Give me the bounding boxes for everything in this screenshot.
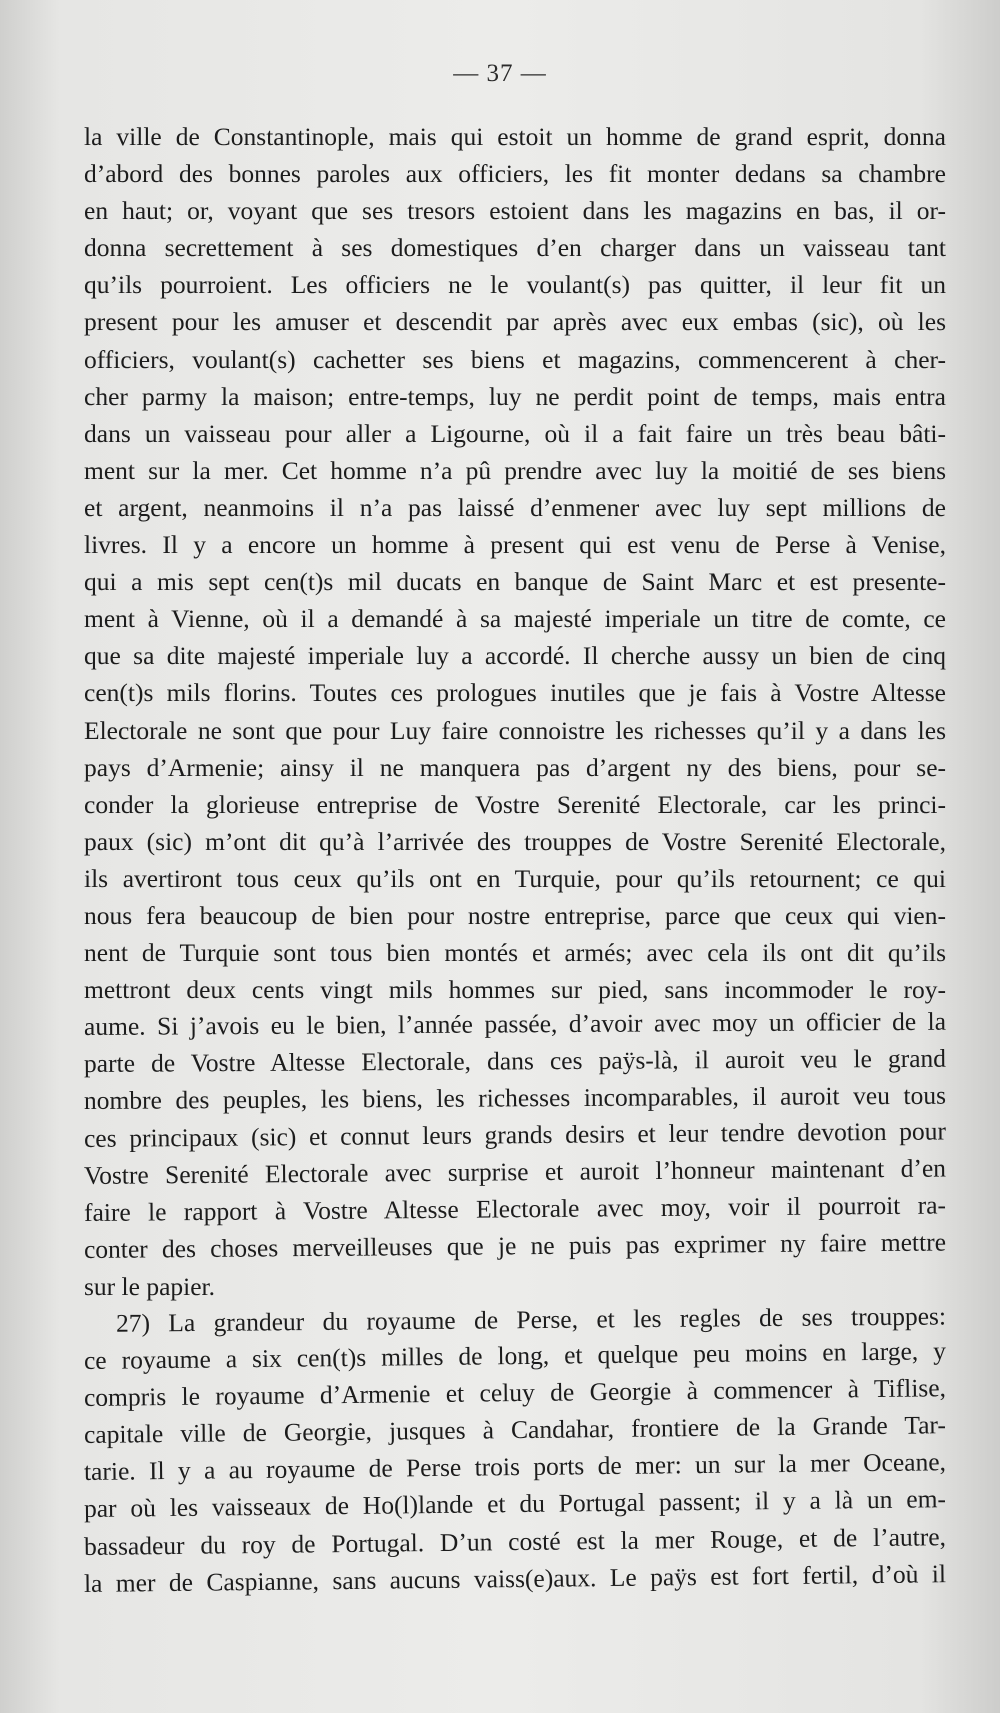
text-line: ils avertiront tous ceux qu’ils ont en Turquie, pour qu’ils retournent; ce qui xyxy=(84,863,946,893)
text-line: ment sur la mer. Cet homme n’a pû prendre avec luy la moitié de ses biens xyxy=(84,455,946,485)
text-line: compris le royaume d’Armenie et celuy de Georgie à commencer à Tiflise, xyxy=(83,1373,947,1413)
text-line: et argent, neanmoins il n’a pas laissé d’enmener avec luy sept millions de xyxy=(84,492,946,522)
text-line: conder la glorieuse entreprise de Vostre Serenité Electorale, car les princi- xyxy=(84,789,946,819)
text-line: mettront deux cents vingt mils hommes sur pied, sans incommoder le roy- xyxy=(84,975,946,1005)
text-line: par où les vaisseaux de Ho(l)lande et du Portugal passent; il y a là un em- xyxy=(83,1484,947,1524)
text-line: qu’ils pourroient. Les officiers ne le voulant(s) pas quitter, il leur fit un xyxy=(84,270,946,300)
text-line: ment à Vienne, où il a demandé à sa majesté imperiale un titre de comte, ce xyxy=(84,604,946,634)
text-line: aume. Si j’avois eu le bien, l’année passée, d’avoir avec moy un officier de la xyxy=(83,1006,947,1042)
text-line: en haut; or, voyant que ses tresors estoient dans les magazins en bas, il or- xyxy=(84,196,946,226)
text-line: officiers, voulant(s) cachetter ses biens et magazins, commencerent à cher- xyxy=(84,344,946,374)
text-line: faire le rapport à Vostre Altesse Electorale avec moy, voir il pourroit ra- xyxy=(83,1190,947,1227)
page-number: — 37 — xyxy=(453,60,547,87)
text-line: nous fera beaucoup de bien pour nostre entreprise, parce que ceux qui vien- xyxy=(84,900,946,930)
text-line: ces principaux (sic) et connut leurs grands desirs et leur tendre devotion pour xyxy=(83,1116,947,1153)
text-line: qui a mis sept cen(t)s mil ducats en banque de Saint Marc et est presente- xyxy=(84,567,946,597)
text-line: dans un vaisseau pour aller a Ligourne, où il a fait faire un très beau bâti- xyxy=(84,418,946,448)
text-line: present pour les amuser et descendit par après avec eux embas (sic), où les xyxy=(84,307,946,337)
text-line: Electorale ne sont que pour Luy faire connoistre les richesses qu’il y a dans les xyxy=(84,715,946,745)
text-line: que sa dite majesté imperiale luy a accordé. Il cherche aussy un bien de cinq xyxy=(84,641,946,671)
text-line: nent de Turquie sont tous bien montés et armés; avec cela ils ont dit qu’ils xyxy=(84,938,946,968)
text-line: pays d’Armenie; ainsy il ne manquera pas d’argent ny des biens, pour se- xyxy=(84,752,946,782)
text-line: donna secrettement à ses domestiques d’en charger dans un vaisseau tant xyxy=(84,233,946,263)
text-line: sur le papier. xyxy=(84,1271,215,1301)
text-line: nombre des peuples, les biens, les richesses incomparables, il auroit veu tous xyxy=(83,1081,947,1116)
section-heading-line: 27) La grandeur du royaume de Perse, et les regles de ses trouppes: xyxy=(115,1301,947,1338)
text-line: Vostre Serenité Electorale avec surprise et auroit l’honneur maintenant d’en xyxy=(83,1153,947,1190)
text-line: paux (sic) m’ont dit qu’à l’arrivée des trouppes de Vostre Serenité Electorale, xyxy=(84,826,946,856)
text-line: conter des choses merveilleuses que je ne puis pas exprimer ny faire mettre xyxy=(83,1227,947,1264)
text-line: la ville de Constantinople, mais qui estoit un homme de grand esprit, donna xyxy=(84,122,946,151)
text-line: la mer de Caspianne, sans aucuns vaiss(e)aux. Le paÿs est fort fertil, d’où il xyxy=(83,1558,947,1598)
text-line: livres. Il y a encore un homme à present qui est venu de Perse à Venise, xyxy=(84,530,946,560)
text-line: bassadeur du roy de Portugal. D’un costé est la mer Rouge, et de l’autre, xyxy=(83,1521,947,1561)
text-line: capitale ville de Georgie, jusques à Candahar, frontiere de la Grande Tar- xyxy=(83,1410,947,1450)
body-text xyxy=(84,118,946,1602)
text-line: cen(t)s mils florins. Toutes ces prologues inutiles que je fais à Vostre Altesse xyxy=(84,678,946,708)
text-line: tarie. Il y a au royaume de Perse trois ports de mer: un sur la mer Oceane, xyxy=(83,1447,947,1487)
text-line: d’abord des bonnes paroles aux officiers, les fit monter dedans sa chambre xyxy=(84,159,946,189)
text-line: ce royaume a six cen(t)s milles de long, et quelque peu moins en large, y xyxy=(83,1336,947,1376)
text-line: parte de Vostre Altesse Electorale, dans ces paÿs-là, il auroit veu le grand xyxy=(83,1044,947,1079)
text-line: cher parmy la maison; entre-temps, luy ne perdit point de temps, mais entra xyxy=(84,381,946,411)
